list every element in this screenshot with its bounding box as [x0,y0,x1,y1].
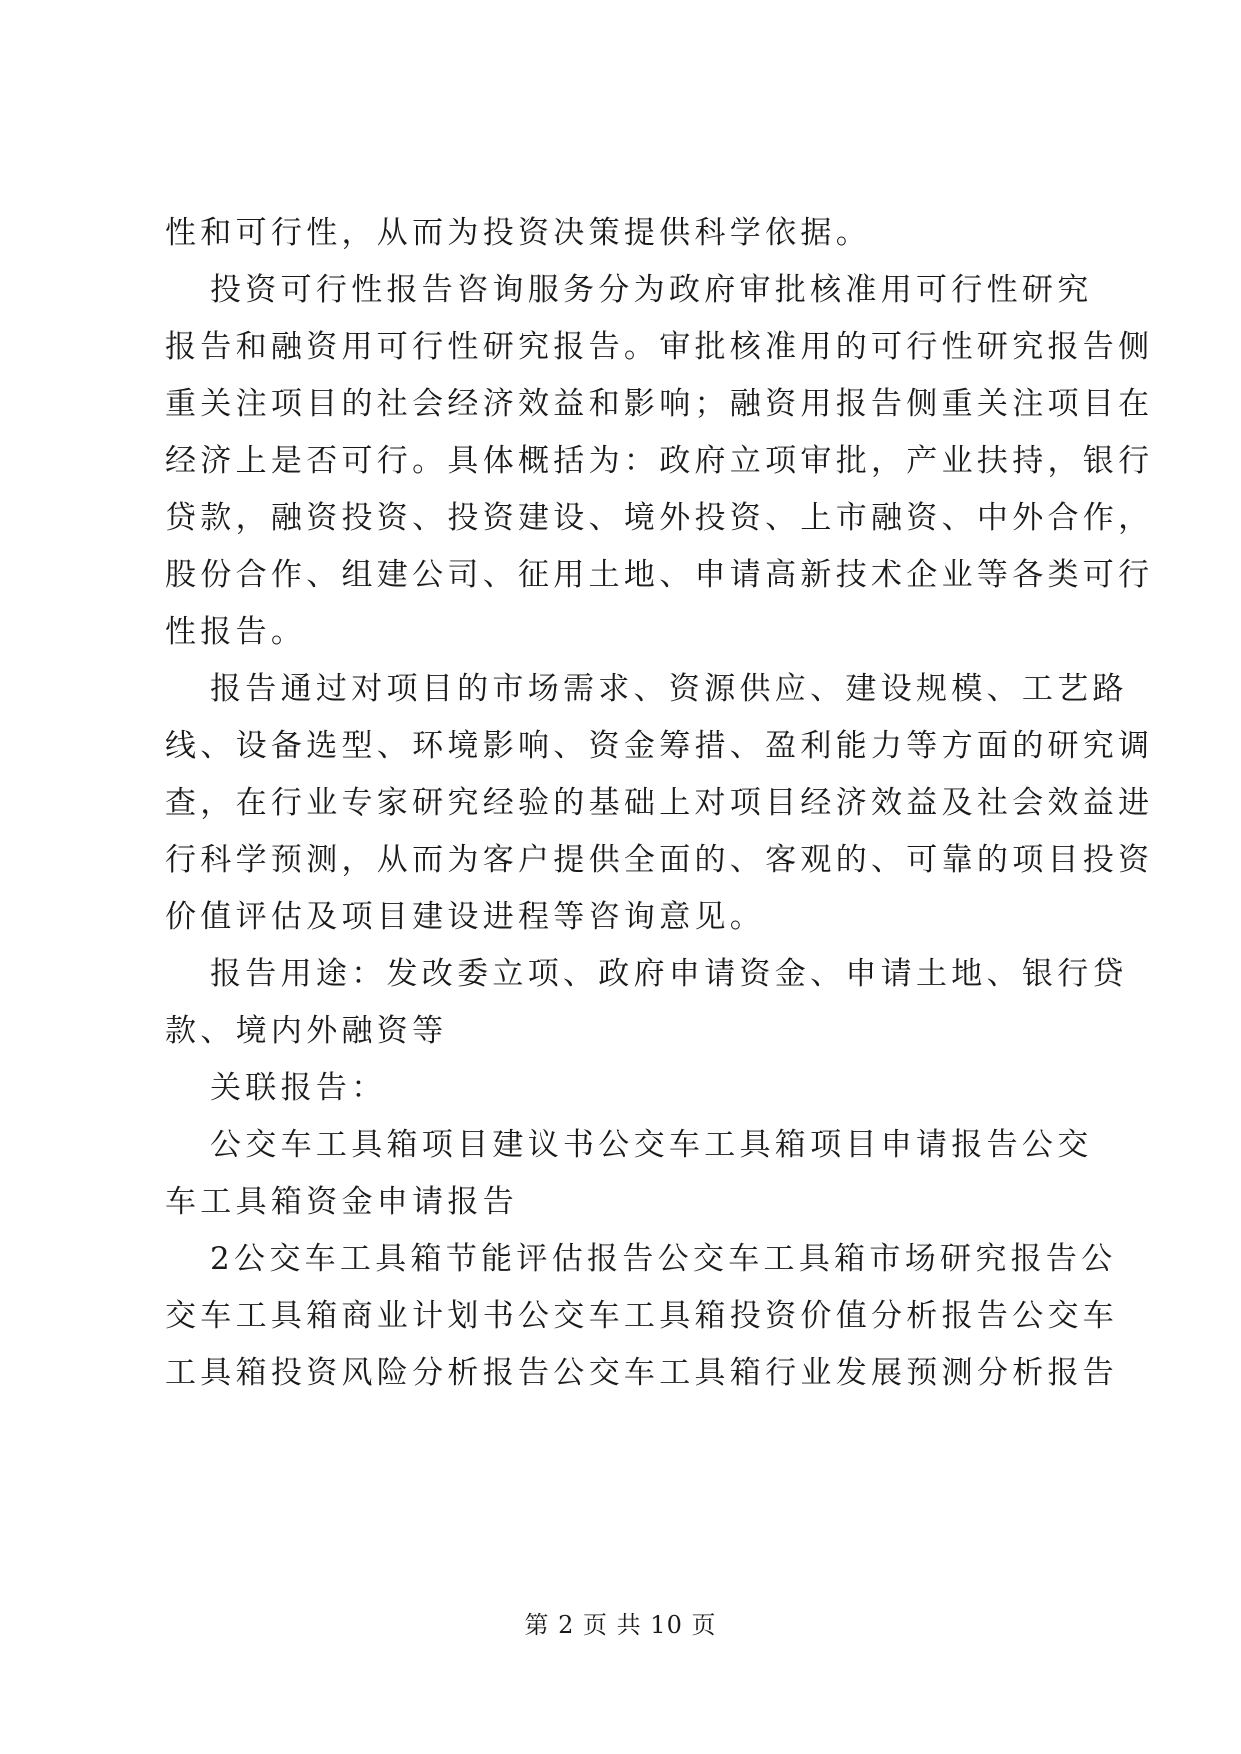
text-line-11: 查，在行业专家研究经验的基础上对项目经济效益及社会效益进 [165,785,1154,821]
text-line-12: 行科学预测，从而为客户提供全面的、客观的、可靠的项目投资 [165,842,1154,878]
text-line-16: 关联报告： [210,1070,387,1106]
text-line-1: 性和可行性，从而为投资决策提供科学依据。 [165,215,871,251]
text-line-5: 经济上是否可行。具体概括为：政府立项审批，产业扶持，银行 [165,443,1154,479]
text-line-8: 性报告。 [165,614,307,650]
text-line-6: 贷款，融资投资、投资建设、境外投资、上市融资、中外合作， [165,500,1154,536]
text-line-20: 交车工具箱商业计划书公交车工具箱投资价值分析报告公交车 [165,1298,1119,1334]
text-line-13: 价值评估及项目建设进程等咨询意见。 [165,899,766,935]
text-line-4: 重关注项目的社会经济效益和影响；融资用报告侧重关注项目在 [165,386,1154,422]
page-number-footer: 第 2 页 共 10 页 [524,1611,717,1639]
text-line-18: 车工具箱资金申请报告 [165,1184,518,1220]
text-line-21: 工具箱投资风险分析报告公交车工具箱行业发展预测分析报告 [165,1355,1119,1391]
text-line-17: 公交车工具箱项目建议书公交车工具箱项目申请报告公交 [210,1127,1093,1163]
text-line-14: 报告用途：发改委立项、政府申请资金、申请土地、银行贷 [210,956,1128,992]
text-line-2: 投资可行性报告咨询服务分为政府审批核准用可行性研究 [210,272,1093,308]
text-line-15: 款、境内外融资等 [165,1013,448,1049]
text-line-7: 股份合作、组建公司、征用土地、申请高新技术企业等各类可行 [165,557,1154,593]
text-line-3: 报告和融资用可行性研究报告。审批核准用的可行性研究报告侧 [165,329,1154,365]
text-line-9: 报告通过对项目的市场需求、资源供应、建设规模、工艺路 [210,671,1128,707]
text-line-10: 线、设备选型、环境影响、资金筹措、盈利能力等方面的研究调 [165,728,1154,764]
text-line-19: 2公交车工具箱节能评估报告公交车工具箱市场研究报告公 [210,1241,1117,1277]
